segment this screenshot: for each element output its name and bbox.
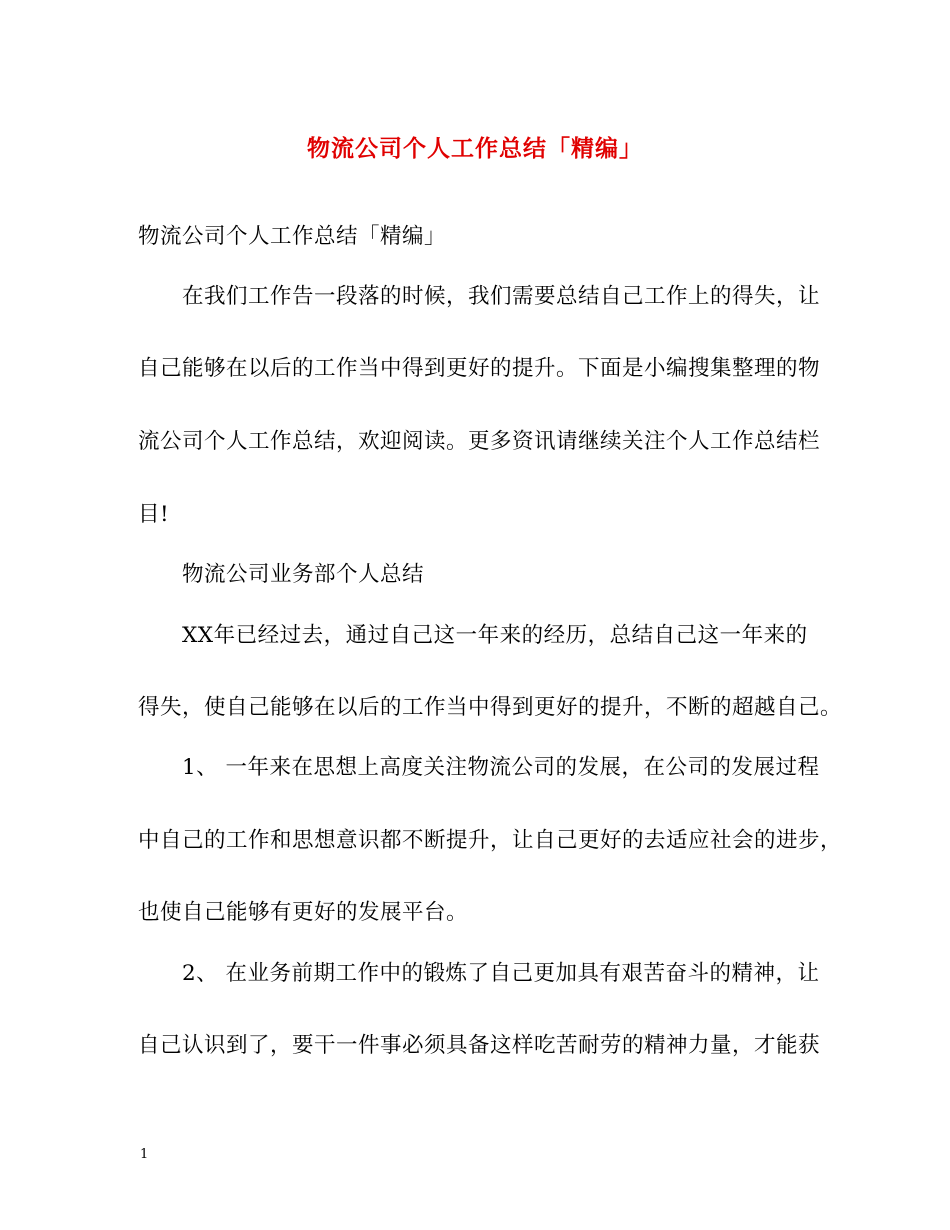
paragraph-line: XX年已经过去，通过自己这一年来的经历，总结自己这一年来的 [182,623,808,648]
list-item-2-line: 2、 在业务前期工作中的锻炼了自己更加具有艰苦奋斗的精神，让 [182,961,820,986]
list-item-1-line: 中自己的工作和思想意识都不断提升，让自己更好的去适应社会的进步， [138,828,843,853]
paragraph-line: 流公司个人工作总结，欢迎阅读。更多资讯请继续关注个人工作总结栏 [138,429,821,454]
subtitle-line: 物流公司个人工作总结「精编」 [138,224,447,249]
document-title: 物流公司个人工作总结「精编」 [307,135,643,162]
paragraph-line: 在我们工作告一段落的时候，我们需要总结自己工作上的得失，让 [182,284,821,309]
paragraph-line: 得失，使自己能够在以后的工作当中得到更好的提升，不断的超越自己。 [138,695,843,720]
page-number: 1 [140,1147,149,1162]
list-item-1-line: 1、 一年来在思想上高度关注物流公司的发展，在公司的发展过程 [182,755,820,780]
paragraph-line: 自己能够在以后的工作当中得到更好的提升。下面是小编搜集整理的物 [138,356,821,381]
paragraph-line: 目! [138,502,170,527]
section-heading: 物流公司业务部个人总结 [182,562,425,587]
list-item-2-line: 自己认识到了，要干一件事必须具备这样吃苦耐劳的精神力量，才能获 [138,1033,821,1058]
list-item-1-line: 也使自己能够有更好的发展平台。 [138,900,469,925]
